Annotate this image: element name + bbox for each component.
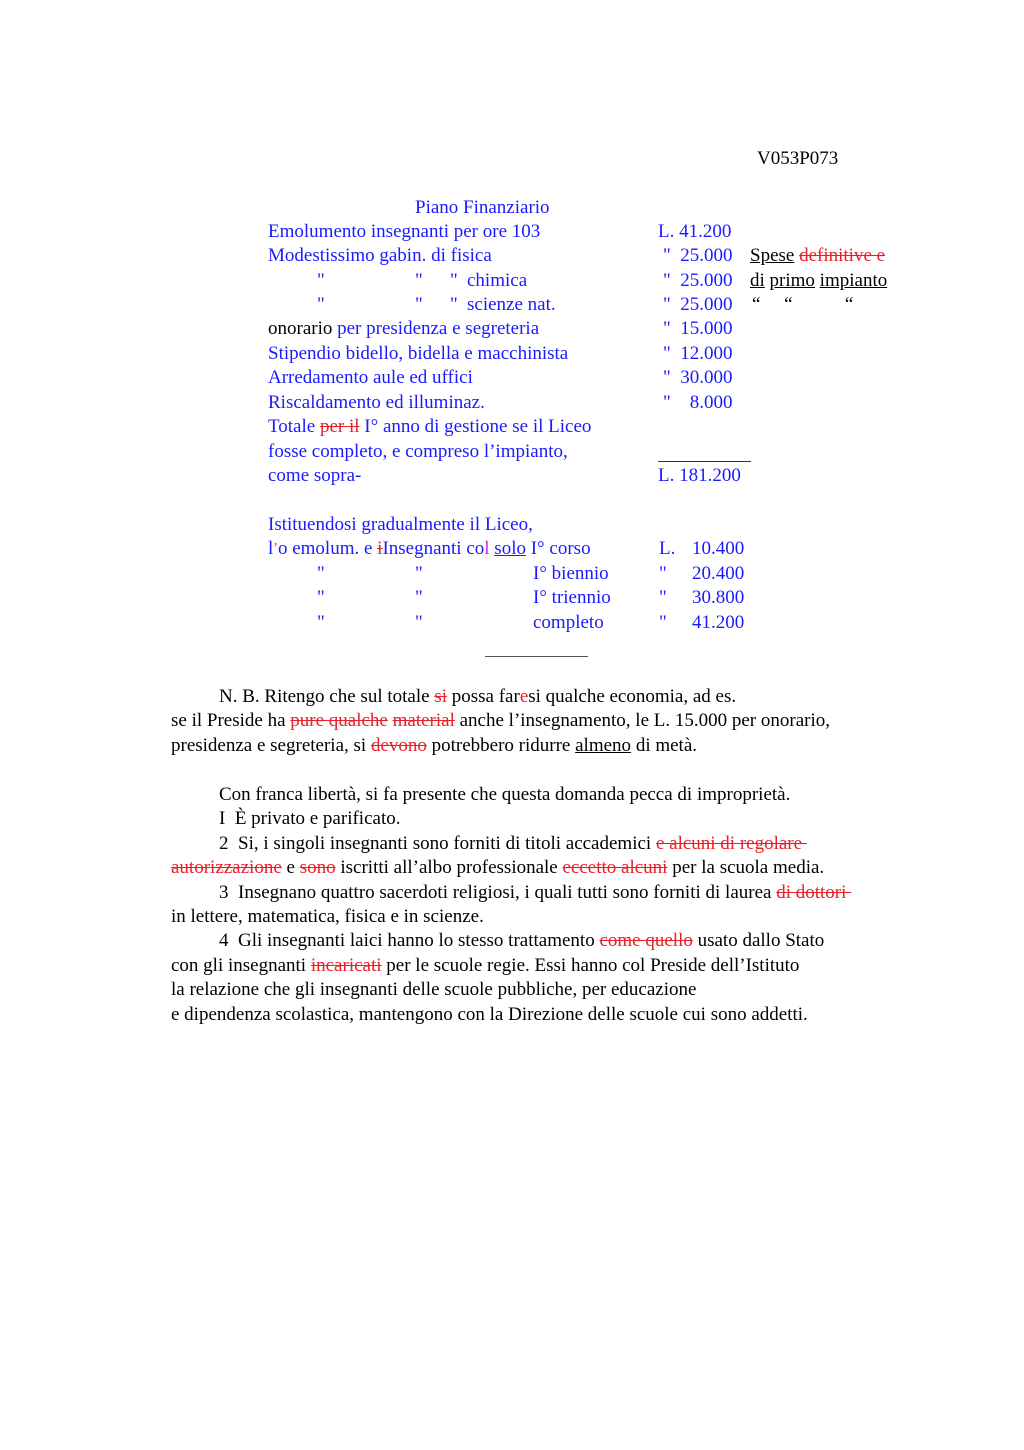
gradual-prefix: ": [659, 612, 667, 633]
impianto-word: impianto: [819, 270, 888, 291]
answer-2-line-2: [171, 856, 824, 880]
side-note-line2: [750, 269, 887, 293]
gradual-amount: 30.800: [692, 587, 745, 608]
nb-text: di metà.: [631, 735, 698, 756]
deleted-text: e alcuni di regolare: [655, 833, 807, 854]
side-note-ditto: “ “ “: [752, 294, 854, 315]
answer-text: con gli insegnanti: [171, 955, 311, 976]
page-id: V053P073: [757, 148, 839, 169]
plan-row-amount: " 25.000: [663, 270, 733, 291]
total-line-2: [268, 440, 568, 464]
deleted-text: si: [434, 686, 447, 707]
total-amount: L. 181.200: [658, 465, 741, 486]
onorario-word: onorario: [268, 318, 333, 339]
red-mark: ’: [273, 541, 278, 556]
ditto-mark: ": [415, 294, 423, 315]
gradual-label: I° triennio: [533, 587, 611, 608]
plan-row-label: Modestissimo gabin. di fisica: [268, 245, 492, 266]
plan-row-label: Arredamento aule ed uffici: [268, 367, 473, 388]
nb-line-3: [171, 734, 697, 758]
answer-1: I È privato e parificato.: [219, 808, 401, 829]
deleted-text: pure qualche: [290, 710, 388, 731]
total-line-3: come sopra-: [268, 465, 362, 486]
nb-line-1: [219, 685, 736, 709]
ditto-mark: ": [317, 587, 325, 608]
deleted-text: per il: [319, 416, 360, 437]
nb-text: possa far: [447, 686, 520, 707]
nb-text: se il Preside ha: [171, 710, 291, 731]
ditto-mark: ": [450, 294, 458, 315]
ditto-mark: ": [415, 270, 423, 291]
answer-text: per le scuole regie. Essi hanno col Preside dell’Istituto: [381, 955, 800, 976]
nb-text: potrebbero ridurre: [426, 735, 576, 756]
gradual-amount: 10.400: [692, 538, 745, 559]
spese-word: Spese: [750, 245, 795, 266]
inserted-letter: e: [519, 686, 529, 707]
plan-row-label: Riscaldamento ed illuminaz.: [268, 392, 485, 413]
gradual-line: [268, 537, 591, 561]
magenta-letter: l: [484, 538, 490, 559]
gradual-amount: 41.200: [692, 612, 745, 633]
answer-text: e: [281, 857, 300, 878]
plan-row-amount: " 25.000: [663, 294, 733, 315]
deleted-text: devono: [370, 735, 427, 756]
answer-3-line-2: in lettere, matematica, fisica e in scienze.: [171, 906, 484, 927]
plan-row-amount: " 25.000: [663, 245, 733, 266]
ditto-mark: ": [415, 587, 423, 608]
plan-row-label: chimica: [467, 270, 528, 291]
ditto-mark: ": [317, 294, 325, 315]
deleted-text: come quello: [599, 930, 693, 951]
gradual-prefix: ": [659, 587, 667, 608]
nb-text: N. B. Ritengo che sul totale: [219, 686, 435, 707]
gradual-c: I° corso: [530, 538, 591, 559]
gradual-heading: Istituendosi gradualmente il Liceo,: [268, 514, 533, 535]
deleted-text: sono: [299, 857, 336, 878]
almeno-word: almeno: [575, 735, 632, 756]
plan-row-amount: L. 41.200: [658, 221, 732, 242]
deleted-text: i: [377, 538, 383, 559]
ditto-mark: ": [415, 563, 423, 584]
answer-4-line-3: la relazione che gli insegnanti delle scuole pubbliche, per educazione: [171, 979, 697, 1000]
gradual-a: o emolum. e: [277, 538, 378, 559]
gradual-label: completo: [533, 612, 604, 633]
total-desc-a: fosse completo: [268, 441, 383, 462]
plan-row-label: scienze nat.: [467, 294, 556, 315]
plan-title: Piano Finanziario: [415, 197, 550, 218]
answer-text: per la scuola media.: [667, 857, 825, 878]
gradual-prefix: L.: [659, 538, 676, 559]
ditto-mark: ": [317, 270, 325, 291]
answers-intro: Con franca libertà, si fa presente che questa domanda pecca di improprietà.: [219, 784, 791, 805]
di-word: di: [750, 270, 765, 291]
nb-text: anche l’insegnamento, le L. 15.000 per onorario,: [454, 710, 830, 731]
plan-row-label-line: [268, 317, 539, 341]
deleted-text: di dottori: [776, 882, 852, 903]
total-desc-b: , e compreso l’impianto,: [382, 441, 568, 462]
gradual-label: I° biennio: [533, 563, 609, 584]
answer-4-line-1: [219, 929, 824, 953]
answer-text: 3 Insegnano quattro sacerdoti religiosi, i quali tutti sono forniti di laurea: [219, 882, 777, 903]
nb-text: presidenza e segreteria, si: [171, 735, 371, 756]
answer-4-line-4: e dipendenza scolastica, mantengono con la Direzione delle scuole cui sono addetti.: [171, 1004, 808, 1025]
gradual-l: l: [268, 538, 274, 559]
solo-word: solo: [494, 538, 526, 559]
plan-row-amount: " 12.000: [663, 343, 733, 364]
nb-line-2: [171, 709, 830, 733]
deleted-text: incaricati: [310, 955, 382, 976]
gradual-b: Insegnanti co: [382, 538, 485, 559]
ditto-mark: ": [317, 612, 325, 633]
gradual-prefix: ": [659, 563, 667, 584]
gradual-amount: 20.400: [692, 563, 745, 584]
answer-text: 4 Gli insegnanti laici hanno lo stesso trattamento: [219, 930, 600, 951]
answer-text: 2 Si, i singoli insegnanti sono forniti di titoli accademici: [219, 833, 656, 854]
nb-text: si qualche economia, ad es.: [528, 686, 737, 707]
deleted-text: material: [392, 710, 455, 731]
plan-row-label: Stipendio bidello, bidella e macchinista: [268, 343, 569, 364]
ditto-mark: ": [450, 270, 458, 291]
answer-text: iscritti all’albo professionale: [335, 857, 563, 878]
answer-text: usato dallo Stato: [692, 930, 825, 951]
ditto-mark: ": [415, 612, 423, 633]
plan-row-label: per presidenza e segreteria: [337, 318, 540, 339]
section-divider: [485, 656, 588, 657]
total-desc: I° anno di gestione se il Liceo: [364, 416, 592, 437]
ditto-mark: ": [317, 563, 325, 584]
answer-4-line-2: [171, 954, 799, 978]
primo-word: primo: [769, 270, 815, 291]
deleted-text: definitive e: [799, 245, 886, 266]
plan-row-label: Emolumento insegnanti per ore 103: [268, 221, 541, 242]
sum-rule: [658, 461, 751, 462]
total-word: Totale: [268, 416, 316, 437]
answer-2-line-1: [219, 832, 807, 856]
deleted-text: eccetto alcuni: [562, 857, 668, 878]
plan-row-amount: " 30.000: [663, 367, 733, 388]
answer-3-line-1: [219, 881, 851, 905]
deleted-text: autorizzazione: [171, 857, 282, 878]
plan-row-amount: " 15.000: [663, 318, 733, 339]
side-note-line1: [750, 244, 885, 268]
total-line-1: [268, 415, 591, 439]
plan-row-amount: " 8.000: [663, 392, 733, 413]
